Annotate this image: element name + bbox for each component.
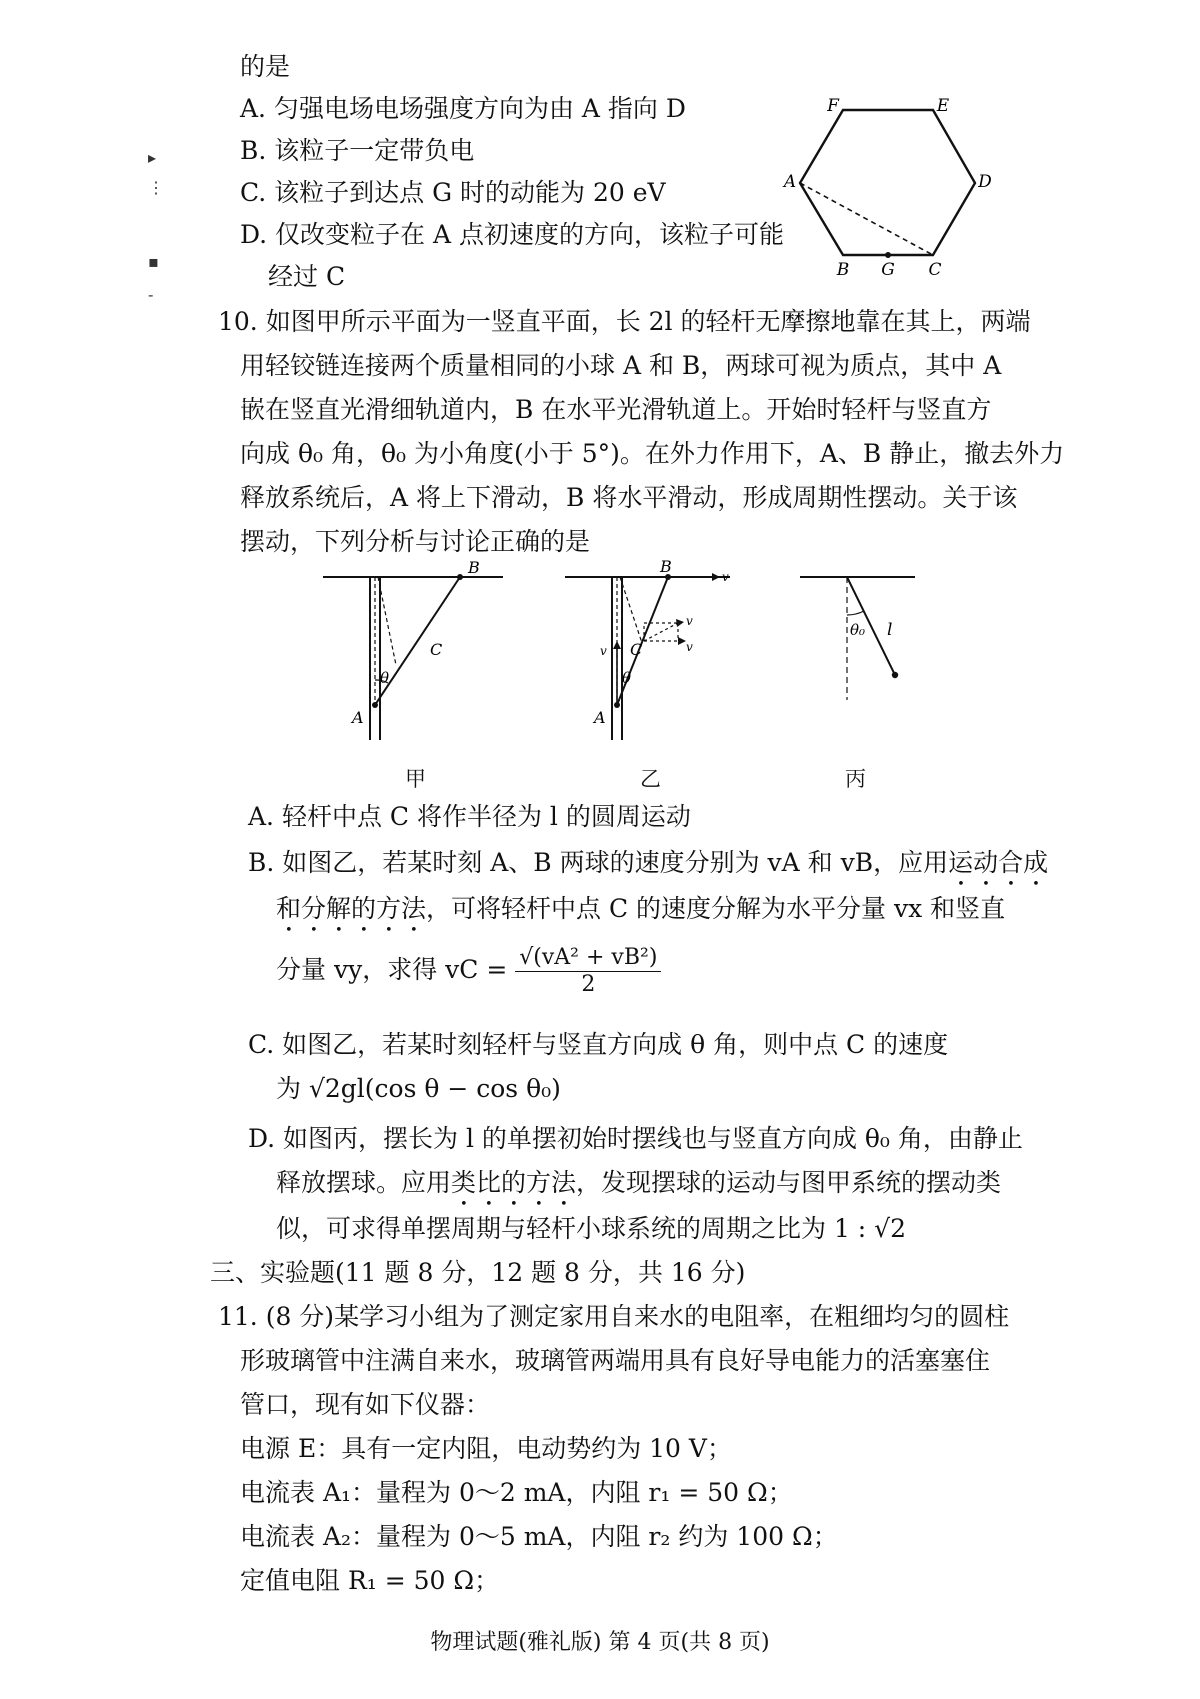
q9-option-d: D. 仅改变粒子在 A 点初速度的方向，该粒子可能 xyxy=(240,220,784,249)
vc-formula-numerator: √(vA² + vB²) xyxy=(515,945,661,972)
q10-option-d-text: 释放摆球。应用 xyxy=(276,1168,452,1197)
q10-option-b-emphasis-2: 和分解的方法 xyxy=(276,894,427,923)
caption-jia: 甲 xyxy=(405,767,426,791)
fig2-label-va: v xyxy=(600,644,607,658)
page-footer: 物理试题(雅礼版) 第 4 页(共 8 页) xyxy=(430,1630,770,1655)
hex-label-g: G xyxy=(881,260,895,280)
q10-line-4: 向成 θ₀ 角，θ₀ 为小角度(小于 5°)。在外力作用下，A、B 静止，撤去外力 xyxy=(240,439,1065,468)
q9-option-d-cont: 经过 C xyxy=(268,262,346,291)
vc-formula-denominator: 2 xyxy=(581,972,596,997)
q11-line-2: 形玻璃管中注满自来水，玻璃管两端用具有良好导电能力的活塞塞住 xyxy=(240,1346,991,1375)
fig1-label-theta: θ xyxy=(380,669,390,687)
q9-option-b: B. 该粒子一定带负电 xyxy=(240,136,475,165)
fig1-label-b: B xyxy=(468,558,480,577)
q10-option-d-text-2: ，发现摆球的运动与图甲系统的摆动类 xyxy=(576,1168,1002,1197)
q10-option-d-emphasis: 类比的方法 xyxy=(451,1168,577,1197)
q10-line-2: 用轻铰链连接两个质量相同的小球 A 和 B，两球可视为质点，其中 A xyxy=(240,351,1002,380)
margin-mark: ▪ xyxy=(148,252,159,271)
fig1-label-a: A xyxy=(352,708,364,727)
q11-line-3: 管口，现有如下仪器： xyxy=(240,1390,491,1419)
fig3-label-l: l xyxy=(887,620,893,640)
figure-yi xyxy=(560,555,770,755)
fig2-label-theta: θ xyxy=(622,669,632,687)
hexagon-figure xyxy=(785,95,990,280)
q11-item-resistor: 定值电阻 R₁ = 50 Ω； xyxy=(240,1566,500,1595)
hex-label-e: E xyxy=(936,96,950,116)
fig2-label-vb: v xyxy=(722,570,729,584)
intro-tail: 的是 xyxy=(240,52,291,81)
q10-option-b-line-3 xyxy=(276,940,661,1000)
hex-label-c: C xyxy=(928,260,942,280)
q10-option-b-text-3: 分量 vy，求得 vC = xyxy=(276,955,508,984)
q10-option-a: A. 轻杆中点 C 将作半径为 l 的圆周运动 xyxy=(248,802,691,831)
margin-mark: ▸ xyxy=(148,148,157,167)
margin-mark: ⋮ xyxy=(148,178,164,197)
q10-option-b-text-2: ，可将轻杆中点 C 的速度分解为水平分量 vx 和竖直 xyxy=(426,894,1006,923)
fig2-label-vx: v xyxy=(686,640,693,654)
figure-jia xyxy=(318,555,518,755)
q10-option-b-line-2 xyxy=(276,892,1005,938)
caption-yi: 乙 xyxy=(640,767,661,791)
hex-label-d: D xyxy=(978,172,992,192)
q10-line-6: 摆动，下列分析与讨论正确的是 xyxy=(240,527,591,556)
q10-line-5: 释放系统后，A 将上下滑动，B 将水平滑动，形成周期性摆动。关于该 xyxy=(240,483,1018,512)
q9-option-c: C. 该粒子到达点 G 时的动能为 20 eV xyxy=(240,178,666,207)
q10-option-d-line-3: 似，可求得单摆周期与轻杆小球系统的周期之比为 1 : √2 xyxy=(276,1214,907,1243)
q11-item-ammeter-2: 电流表 A₂：量程为 0～5 mA，内阻 r₂ 约为 100 Ω； xyxy=(240,1522,838,1551)
q10-line-3: 嵌在竖直光滑细轨道内，B 在水平光滑轨道上。开始时轻杆与竖直方 xyxy=(240,395,992,424)
q11-item-power: 电源 E：具有一定内阻，电动势约为 10 V； xyxy=(240,1434,732,1463)
vc-formula xyxy=(515,945,661,998)
fig1-label-c: C xyxy=(430,640,443,659)
q11-line-1: 11. (8 分)某学习小组为了测定家用自来水的电阻率，在粗细均匀的圆柱 xyxy=(218,1302,1010,1331)
margin-mark: - xyxy=(148,285,154,304)
q10-option-d-line-2 xyxy=(276,1166,1001,1212)
hex-label-b: B xyxy=(836,260,850,280)
q10-option-c-line-2: 为 √2gl(cos θ − cos θ₀) xyxy=(276,1074,561,1103)
q10-option-b-text: B. 如图乙，若某时刻 A、B 两球的速度分别为 vA 和 vB，应用 xyxy=(248,848,949,877)
q11-item-ammeter-1: 电流表 A₁：量程为 0～2 mA，内阻 r₁ = 50 Ω； xyxy=(240,1478,793,1507)
fig2-label-b: B xyxy=(660,557,672,576)
q10-option-c-line-1: C. 如图乙，若某时刻轻杆与竖直方向成 θ 角，则中点 C 的速度 xyxy=(248,1030,949,1059)
fig3-label-theta0: θ₀ xyxy=(850,621,866,639)
section-3-heading: 三、实验题(11 题 8 分，12 题 8 分，共 16 分) xyxy=(210,1258,746,1287)
q10-option-b-line-1 xyxy=(248,846,1048,892)
hex-label-f: F xyxy=(827,96,839,116)
q10-option-d-line-1: D. 如图丙，摆长为 l 的单摆初始时摆线也与竖直方向成 θ₀ 角，由静止 xyxy=(248,1124,1023,1153)
fig2-label-a: A xyxy=(594,708,606,727)
q10-line-1: 10. 如图甲所示平面为一竖直平面，长 2l 的轻杆无摩擦地靠在其上，两端 xyxy=(218,307,1031,336)
fig2-label-vc: v xyxy=(686,614,693,628)
figure-bing xyxy=(795,555,925,755)
fig2-label-c: C xyxy=(630,640,643,659)
caption-bing: 丙 xyxy=(845,767,866,791)
q10-option-b-emphasis: 运动合成 xyxy=(948,848,1049,877)
q9-option-a: A. 匀强电场电场强度方向为由 A 指向 D xyxy=(240,94,686,123)
hex-label-a: A xyxy=(783,172,797,192)
